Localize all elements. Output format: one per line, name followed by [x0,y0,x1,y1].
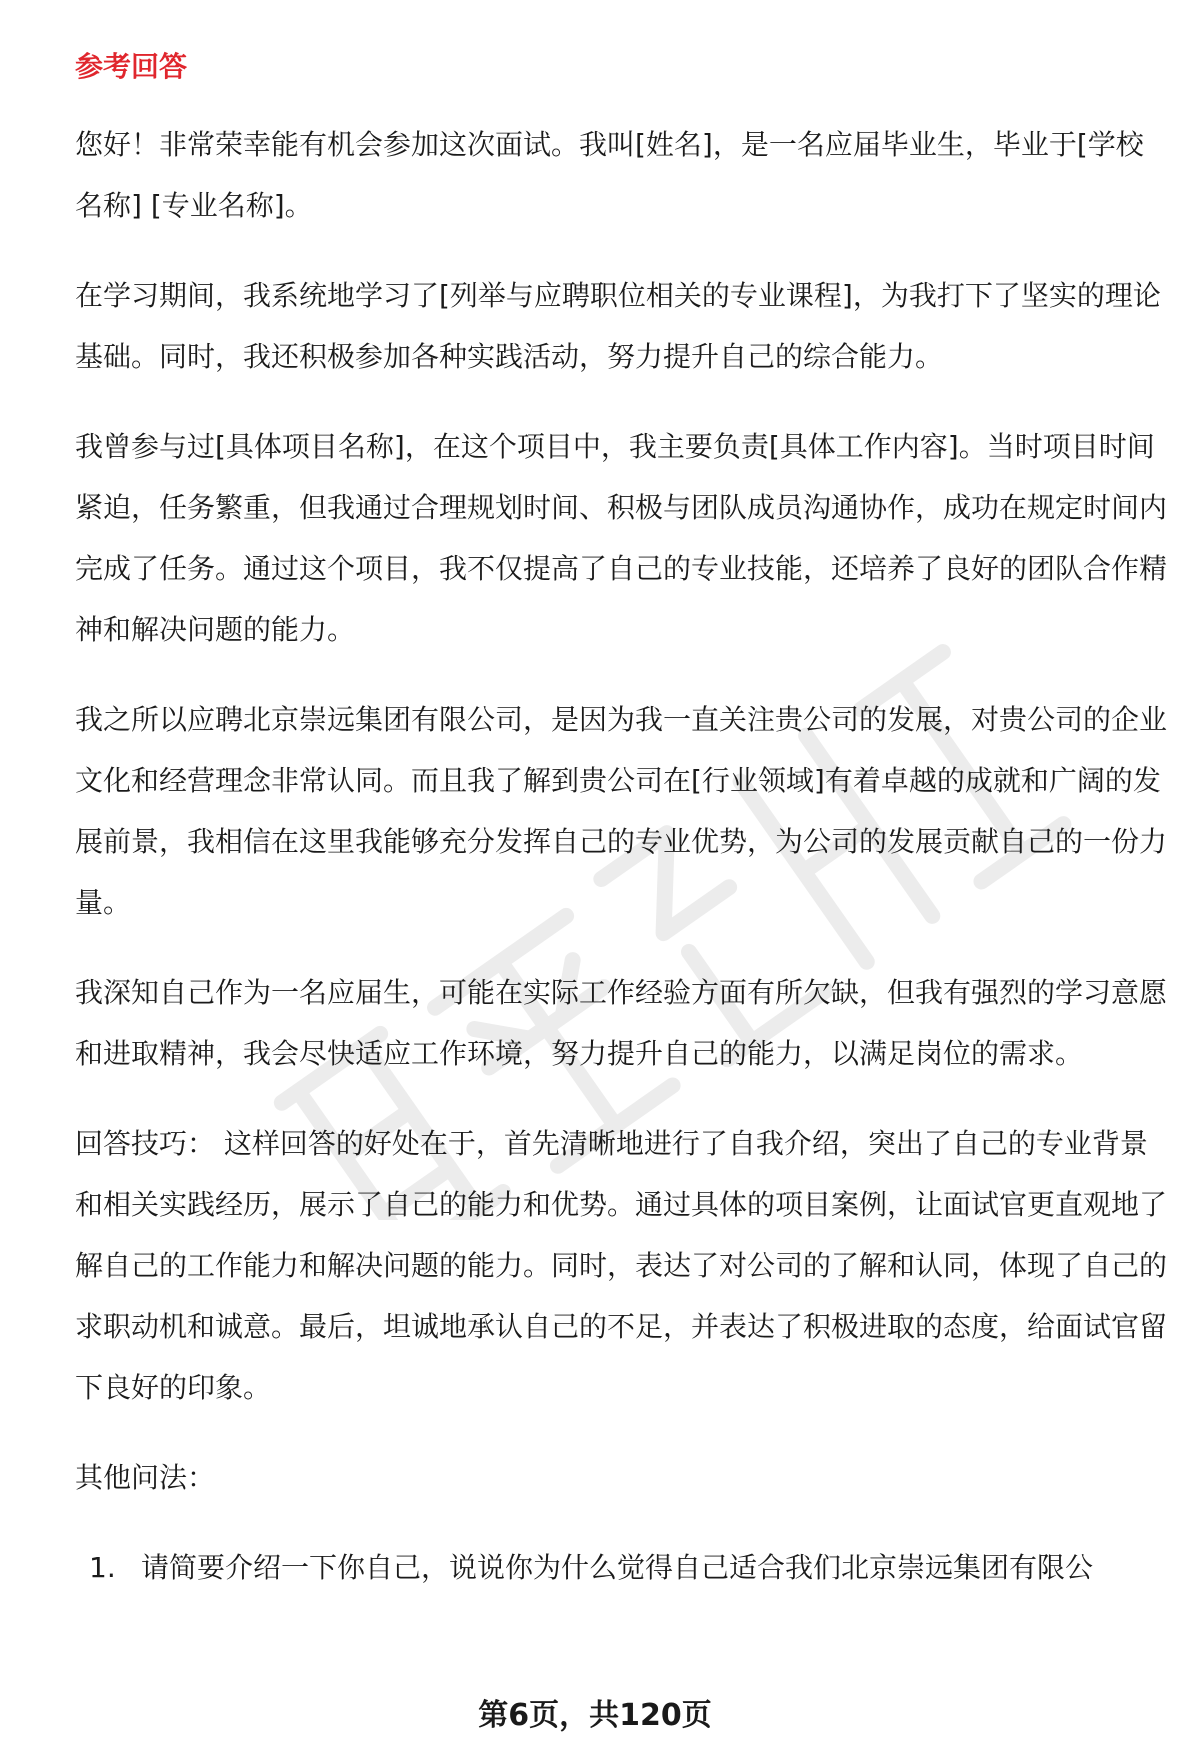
list-item [75,1537,1170,1598]
paragraph-project: 我曾参与过[具体项目名称]，在这个项目中，我主要负责[具体工作内容]。当时项目时间紧迫，任务繁重，但我通过合理规划时间、积极与团队成员沟通协作，成功在规定时间内完成了任务。通过这个项目，我不仅提高了自己的专业技能，还培养了良好的团队合作精神和解决问题的能力。 [75,430,1168,646]
list-item-number: 1. [89,1551,116,1584]
paragraph-tips: 回答技巧： 这样回答的好处在于，首先清晰地进行了自我介绍，突出了自己的专业背景和相关实践经历，展示了自己的能力和优势。通过具体的项目案例，让面试官更直观地了解自己的工作能力和解决问题的能力。同时，表达了对公司的了解和认同，体现了自己的求职动机和诚意。最后，坦诚地承认自己的不足，并表达了积极进取的态度，给面试官留下良好的印象。 [75,1127,1168,1404]
page-footer: 第6页，共120页 [478,1698,712,1733]
section-title: 参考回答 [75,50,188,83]
paragraph-motivation: 我之所以应聘北京崇远集团有限公司，是因为我一直关注贵公司的发展，对贵公司的企业文化和经营理念非常认同。而且我了解到贵公司在[行业领域]有着卓越的成就和广阔的发展前景，我相信在这里我能够充分发挥自己的专业优势，为公司的发展贡献自己的一份力量。 [75,703,1168,919]
paragraph-weakness: 我深知自己作为一名应届生，可能在实际工作经验方面有所欠缺，但我有强烈的学习意愿和进取精神，我会尽快适应工作环境，努力提升自己的能力，以满足岗位的需求。 [75,976,1168,1070]
list-item-text: 请简要介绍一下你自己，说说你为什么觉得自己适合我们北京崇远集团有限公 [141,1551,1094,1584]
paragraph-other-questions: 其他问法： [75,1461,216,1494]
document-content [75,46,1170,1598]
paragraph-intro: 您好！非常荣幸能有机会参加这次面试。我叫[姓名]，是一名应届毕业生，毕业于[学校名称] [专业名称]。 [75,128,1144,222]
paragraph-study: 在学习期间，我系统地学习了[列举与应聘职位相关的专业课程]，为我打下了坚实的理论基础。同时，我还积极参加各种实践活动，努力提升自己的综合能力。 [75,279,1161,373]
